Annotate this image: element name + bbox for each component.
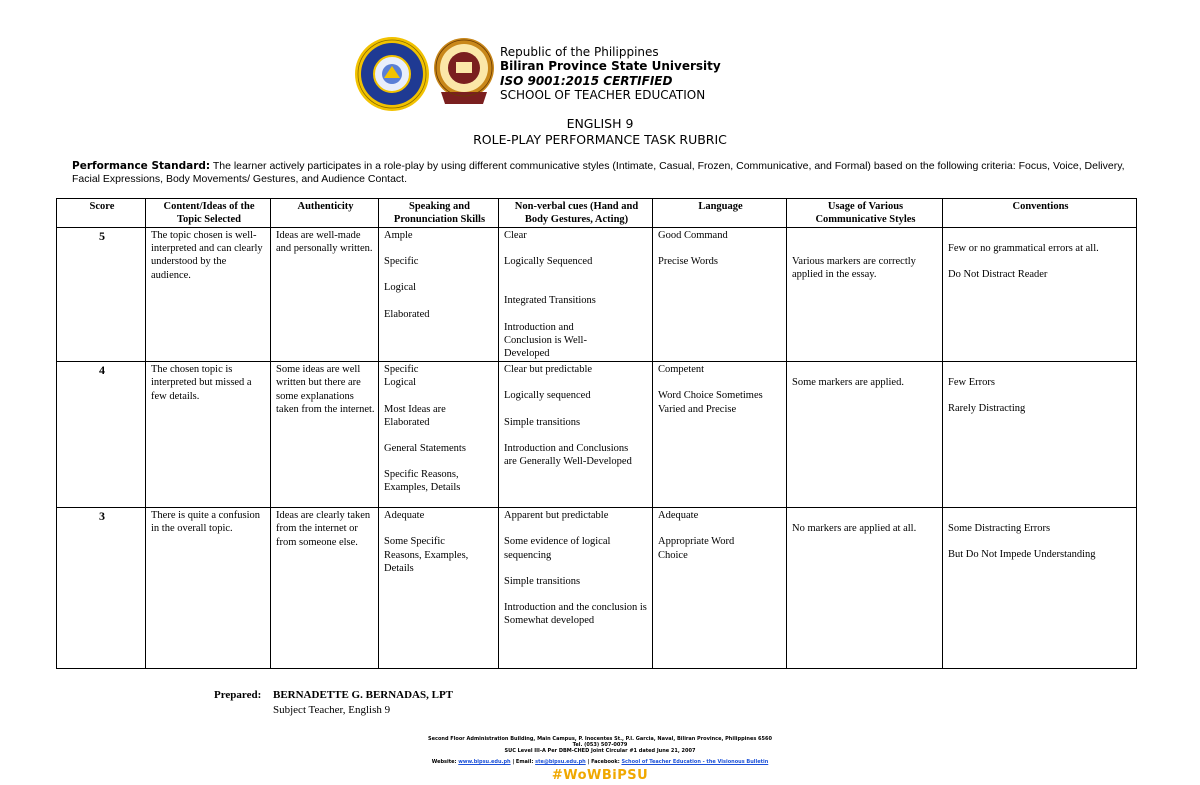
website-link[interactable]: www.bipsu.edu.ph <box>458 759 511 765</box>
nonverbal-item: Clear <box>504 230 527 241</box>
col-header-nonverbal: Non-verbal cues (Hand and Body Gestures, Acting) <box>499 199 653 228</box>
rubric-title: ROLE-PLAY PERFORMANCE TASK RUBRIC <box>473 132 727 147</box>
usage-text: Various markers are correctly applied in the essay. <box>792 256 916 281</box>
authenticity-cell: Some ideas are well written but there are some explanations taken from the internet. <box>271 362 379 508</box>
nonverbal-item: Introduction and Conclusion is Well-Developed <box>504 321 587 360</box>
language-cell <box>653 508 787 669</box>
speaking-item: Specific <box>384 364 419 376</box>
usage-cell <box>787 508 943 669</box>
conventions-item: Rarely Distracting <box>948 403 1026 415</box>
language-item: Word Choice Sometimes Varied and Precise <box>658 390 763 415</box>
footer-separator: | <box>587 759 590 765</box>
table-row <box>57 508 1137 669</box>
table-row <box>57 362 1137 508</box>
conventions-item: Few Errors <box>948 377 995 389</box>
conventions-item: Some Distracting Errors <box>948 523 1051 535</box>
speaking-cell <box>379 508 499 669</box>
nonverbal-cell <box>499 508 653 669</box>
language-cell <box>653 362 787 508</box>
nonverbal-item: Integrated Transitions <box>504 295 596 307</box>
content-cell: The topic chosen is well-interpreted and can clearly understood by the audience. <box>146 228 271 362</box>
score-cell: 5 <box>57 228 146 362</box>
speaking-item: Specific Reasons, Examples, Details <box>384 469 461 494</box>
nonverbal-item: Apparent but predictable <box>504 510 609 522</box>
conventions-item: Few or no grammatical errors at all. <box>948 243 1099 254</box>
header-country: Republic of the Philippines <box>500 45 659 59</box>
prepared-role: Subject Teacher, English 9 <box>273 704 391 716</box>
nonverbal-item: Logically Sequenced <box>504 256 593 268</box>
conventions-cell <box>943 228 1137 362</box>
email-label: Email: <box>515 759 534 765</box>
nonverbal-item: Simple transitions <box>504 575 581 587</box>
table-row <box>57 228 1137 362</box>
email-link[interactable]: ste@bipsu.edu.ph <box>535 759 586 765</box>
performance-standard <box>72 160 1142 186</box>
content-cell: There is quite a confusion in the overall topic. <box>146 508 271 669</box>
nonverbal-cell <box>499 228 653 362</box>
footer-accreditation: SUC Level III-A Per DBM-CHED Joint Circular #1 dated June 21, 2007 <box>504 748 696 754</box>
nonverbal-item: Introduction and the conclusion is Somewhat developed <box>504 602 647 627</box>
speaking-item: Elaborated <box>384 308 430 320</box>
col-header-authenticity: Authenticity <box>271 199 379 228</box>
footer-separator: | <box>512 759 515 765</box>
speaking-item: Logical <box>384 282 417 294</box>
footer-links <box>0 759 1200 765</box>
subject-title: ENGLISH 9 <box>566 116 634 131</box>
header-iso: ISO 9001:2015 CERTIFIED <box>500 74 673 88</box>
rubric-table <box>56 198 1137 669</box>
col-header-content: Content/Ideas of the Topic Selected <box>146 199 271 228</box>
language-item: Precise Words <box>658 256 718 268</box>
facebook-label: Facebook: <box>591 759 620 765</box>
speaking-item: Some Specific Reasons, Examples, Details <box>384 536 469 574</box>
col-header-usage: Usage of Various Communicative Styles <box>787 199 943 228</box>
authenticity-cell: Ideas are well-made and personally written. <box>271 228 379 362</box>
col-header-speaking: Speaking and Pronunciation Skills <box>379 199 499 228</box>
university-seal <box>354 36 430 112</box>
nonverbal-item: Logically sequenced <box>504 390 591 402</box>
score-cell: 3 <box>57 508 146 669</box>
speaking-item: Most Ideas are Elaborated <box>384 403 446 428</box>
nonverbal-item: Simple transitions <box>504 416 581 428</box>
conventions-cell <box>943 508 1137 669</box>
footer-tel: Tel. (053) 507-0079 <box>572 742 628 748</box>
header-school: SCHOOL OF TEACHER EDUCATION <box>500 88 706 102</box>
website-label: Website: <box>431 759 457 765</box>
school-seal <box>433 36 495 108</box>
content-cell: The chosen topic is interpreted but missed a few details. <box>146 362 271 508</box>
score-cell: 4 <box>57 362 146 508</box>
usage-cell <box>787 362 943 508</box>
col-header-conventions: Conventions <box>943 199 1137 228</box>
col-header-score: Score <box>57 199 146 228</box>
language-item: Good Command <box>658 230 728 241</box>
footer-address: Second Floor Administration Building, Main Campus, P. Inocentes St., P.I. Garcia, Naval, Biliran Province, Philippines 6560 <box>428 736 772 742</box>
rubric-header-row <box>57 199 1137 228</box>
prepared-name: BERNADETTE G. BERNADAS, LPT <box>273 689 454 701</box>
conventions-item: But Do Not Impede Understanding <box>948 549 1096 561</box>
usage-text: Some markers are applied. <box>792 377 904 389</box>
performance-standard-label: Performance Standard: <box>72 160 211 172</box>
speaking-cell <box>379 228 499 362</box>
authenticity-cell: Ideas are clearly taken from the internet or from someone else. <box>271 508 379 669</box>
nonverbal-item: Some evidence of logical sequencing <box>504 536 611 561</box>
facebook-link[interactable]: School of Teacher Education - the Visionous Bulletin <box>621 759 769 765</box>
nonverbal-cell <box>499 362 653 508</box>
header-university: Biliran Province State University <box>500 59 721 73</box>
speaking-item: Specific <box>384 256 419 268</box>
speaking-item: Logical <box>384 377 417 389</box>
prepared-label: Prepared: <box>214 689 262 701</box>
speaking-cell <box>379 362 499 508</box>
language-item: Appropriate Word Choice <box>658 536 735 561</box>
language-item: Competent <box>658 364 705 376</box>
nonverbal-item: Clear but predictable <box>504 364 593 376</box>
conventions-cell <box>943 362 1137 508</box>
nonverbal-item: Introduction and Conclusions are Generally Well-Developed <box>504 442 632 468</box>
conventions-item: Do Not Distract Reader <box>948 269 1048 281</box>
hashtag: #WoWBiPSU <box>551 768 649 783</box>
usage-cell <box>787 228 943 362</box>
speaking-item: Adequate <box>384 510 425 522</box>
speaking-item: General Statements <box>384 443 466 455</box>
performance-standard-text: The learner actively participates in a role-play by using different communicative styles (Intimate, Casual, Frozen, Communicative, and Formal) based on the following criteria: Focus, Voice, Delivery, Facial Expressions, Body Movements/ Gestures, and Audience Contact. <box>72 160 1125 185</box>
speaking-item: Ample <box>384 230 413 241</box>
usage-text: No markers are applied at all. <box>792 523 917 535</box>
language-item: Adequate <box>658 510 699 522</box>
language-cell <box>653 228 787 362</box>
col-header-language: Language <box>653 199 787 228</box>
